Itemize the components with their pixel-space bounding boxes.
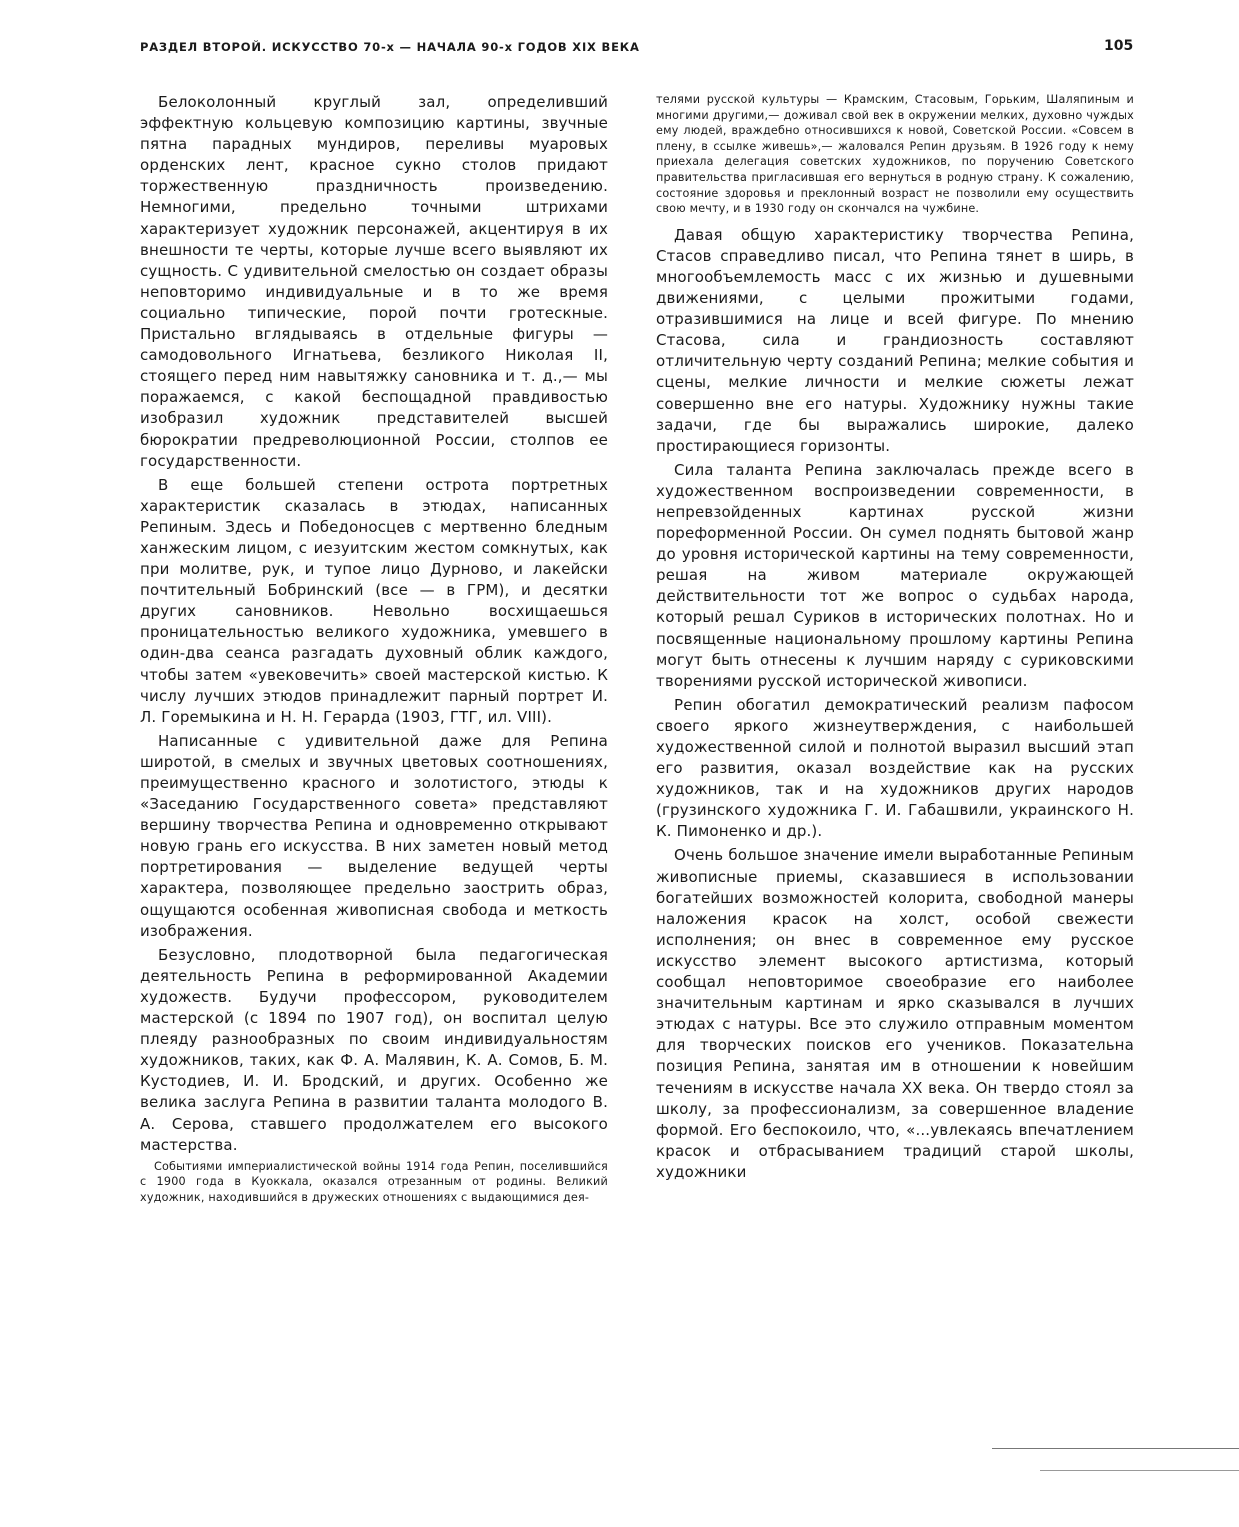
paragraph: Репин обогатил демократический реализм пафосом своего яркого жизнеутверждения, с наибольшей художественной силой и полнотой выразил высший этап его развития, оказал воздействие как на русских художников, так и на художников других народов (грузинского художника Г. И. Габашвили, украинского Н. К. Пимоненко и др.). xyxy=(656,695,1134,841)
running-head: РАЗДЕЛ ВТОРОЙ. ИСКУССТВО 70-х — НАЧАЛА 90-х ГОДОВ XIX ВЕКА xyxy=(140,40,640,54)
small-print-note-continued: телями русской культуры — Крамским, Стасовым, Горьким, Шаляпиным и многими другими,— доживал свой век в окружении мелких, духовно чуждых ему людей, враждебно относившихся к новой, Советской России. «Совсем в плену, в ссылке живешь»,— жаловался Репин друзьям. В 1926 году к нему приехала делегация советских художников, по поручению Советского правительства пригласившая его вернуться в родную страну. К сожалению, состояние здоровья и преклонный возраст не позволили ему осуществить свою мечту, и в 1930 году он скончался на чужбине. xyxy=(656,93,1134,216)
page-edge-line xyxy=(1040,1470,1239,1471)
paragraph: В еще большей степени острота портретных характеристик сказалась в этюдах, написанных Репиным. Здесь и Победоносцев с мертвенно бледным ханжеским лицом, с иезуитским жестом сомкнутых, как при молитве, рук, и тупое лицо Дурново, и лакейски почтительный Бобринский (все — в ГРМ), и десятки других сановников. Невольно восхищаешься проницательностью великого художника, умевшего в один-два сеанса разгадать духовный облик каждого, чтобы затем «увековечить» своей мастерской кистью. К числу лучших этюдов принадлежит парный портрет И. Л. Горемыкина и Н. Н. Герарда (1903, ГТГ, ил. VIII). xyxy=(140,475,608,726)
paragraph: Давая общую характеристику творчества Репина, Стасов справедливо писал, что Репина тянет в ширь, в многообъемлемость масс с их жизнью и душевными движениями, с целыми прожитыми годами, отразившимися на лице и всей фигуре. По мнению Стасова, сила и грандиозность составляют отличительную черту созданий Репина; мелкие события и сцены, мелкие личности и мелкие сюжеты лежат совершенно вне его натуры. Художнику нужны такие задачи, где бы выражались широкие, далеко простирающиеся горизонты. xyxy=(656,225,1134,455)
page-edge-line xyxy=(992,1448,1239,1449)
paragraph: Безусловно, плодотворной была педагогическая деятельность Репина в реформированной Академии художеств. Будучи профессором, руководителем мастерской (с 1894 по 1907 год), он воспитал целую плеяду разнообразных по своим индивидуальностям художников, таких, как Ф. А. Малявин, К. А. Сомов, Б. М. Кустодиев, И. И. Бродский, и других. Особенно же велика заслуга Репина в развитии таланта молодого В. А. Серова, ставшего продолжателем его высокого мастерства. xyxy=(140,945,608,1154)
left-column xyxy=(140,92,608,1213)
small-print-note: Событиями империалистической войны 1914 года Репин, поселившийся с 1900 года в Куоккала, оказался отрезанным от родины. Великий художник, находившийся в дружеских отношениях с выдающимися дея- xyxy=(140,1159,608,1204)
paragraph: Сила таланта Репина заключалась прежде всего в художественном воспроизведении современности, в непревзойденных картинах русской жизни пореформенной России. Он сумел поднять бытовой жанр до уровня исторической картины на тему современности, решая на живом материале окружающей действительности тот же вопрос о судьбах народа, который решал Суриков в исторических полотнах. Но и посвященные национальному прошлому картины Репина могут быть отнесены к лучшим наряду с суриковскими творениями русской исторической живописи. xyxy=(656,460,1134,690)
paragraph: Написанные с удивительной даже для Репина широтой, в смелых и звучных цветовых соотношениях, преимущественно красного и золотистого, этюды к «Заседанию Государственного совета» представляют вершину творчества Репина и одновременно открывают новую грань его искусства. В них заметен новый метод портретирования — выделение ведущей черты характера, позволяющее предельно заострить образ, ощущаются особенная живописная свобода и меткость изображения. xyxy=(140,731,608,940)
paragraph: Белоколонный круглый зал, определивший эффектную кольцевую композицию картины, звучные пятна парадных мундиров, переливы муаровых орденских лент, красное сукно столов придают торжественную праздничность произведению. Немногими, предельно точными штрихами характеризует художник персонажей, акцентируя в их внешности те черты, которые лучше всего выявляют их сущность. С удивительной смелостью он создает образы неповторимо индивидуальные и в то же время социально типические, порой почти гротескные. Пристально вглядываясь в отдельные фигуры — самодовольного Игнатьева, безликого Николая II, стоящего перед ним навытяжку сановника и т. д.,— мы поражаемся, с какой беспощадной правдивостью изобразил художник представителей высшей бюрократии предреволюционной России, столпов ее государственности. xyxy=(140,93,608,470)
paragraph: Очень большое значение имели выработанные Репиным живописные приемы, сказавшиеся в использовании богатейших возможностей колорита, свободной манеры наложения красок на холст, особой свежести исполнения; он внес в современное ему русское искусство элемент высокого артистизма, который сообщал неповторимое своеобразие его наиболее значительным картинам и ярко сказывался в лучших этюдах с натуры. Все это служило отправным моментом для творческих поисков его учеников. Показательна позиция Репина, занятая им в отношении к новейшим течениям в искусстве начала XX века. Он твердо стоял за школу, за профессионализм, за совершенное владение формой. Его беспокоило, что, «...увлекаясь впечатлением красок и отбрасыванием традиций старой школы, художники xyxy=(656,846,1134,1181)
page-number: 105 xyxy=(1104,38,1134,54)
right-column xyxy=(656,92,1134,1186)
